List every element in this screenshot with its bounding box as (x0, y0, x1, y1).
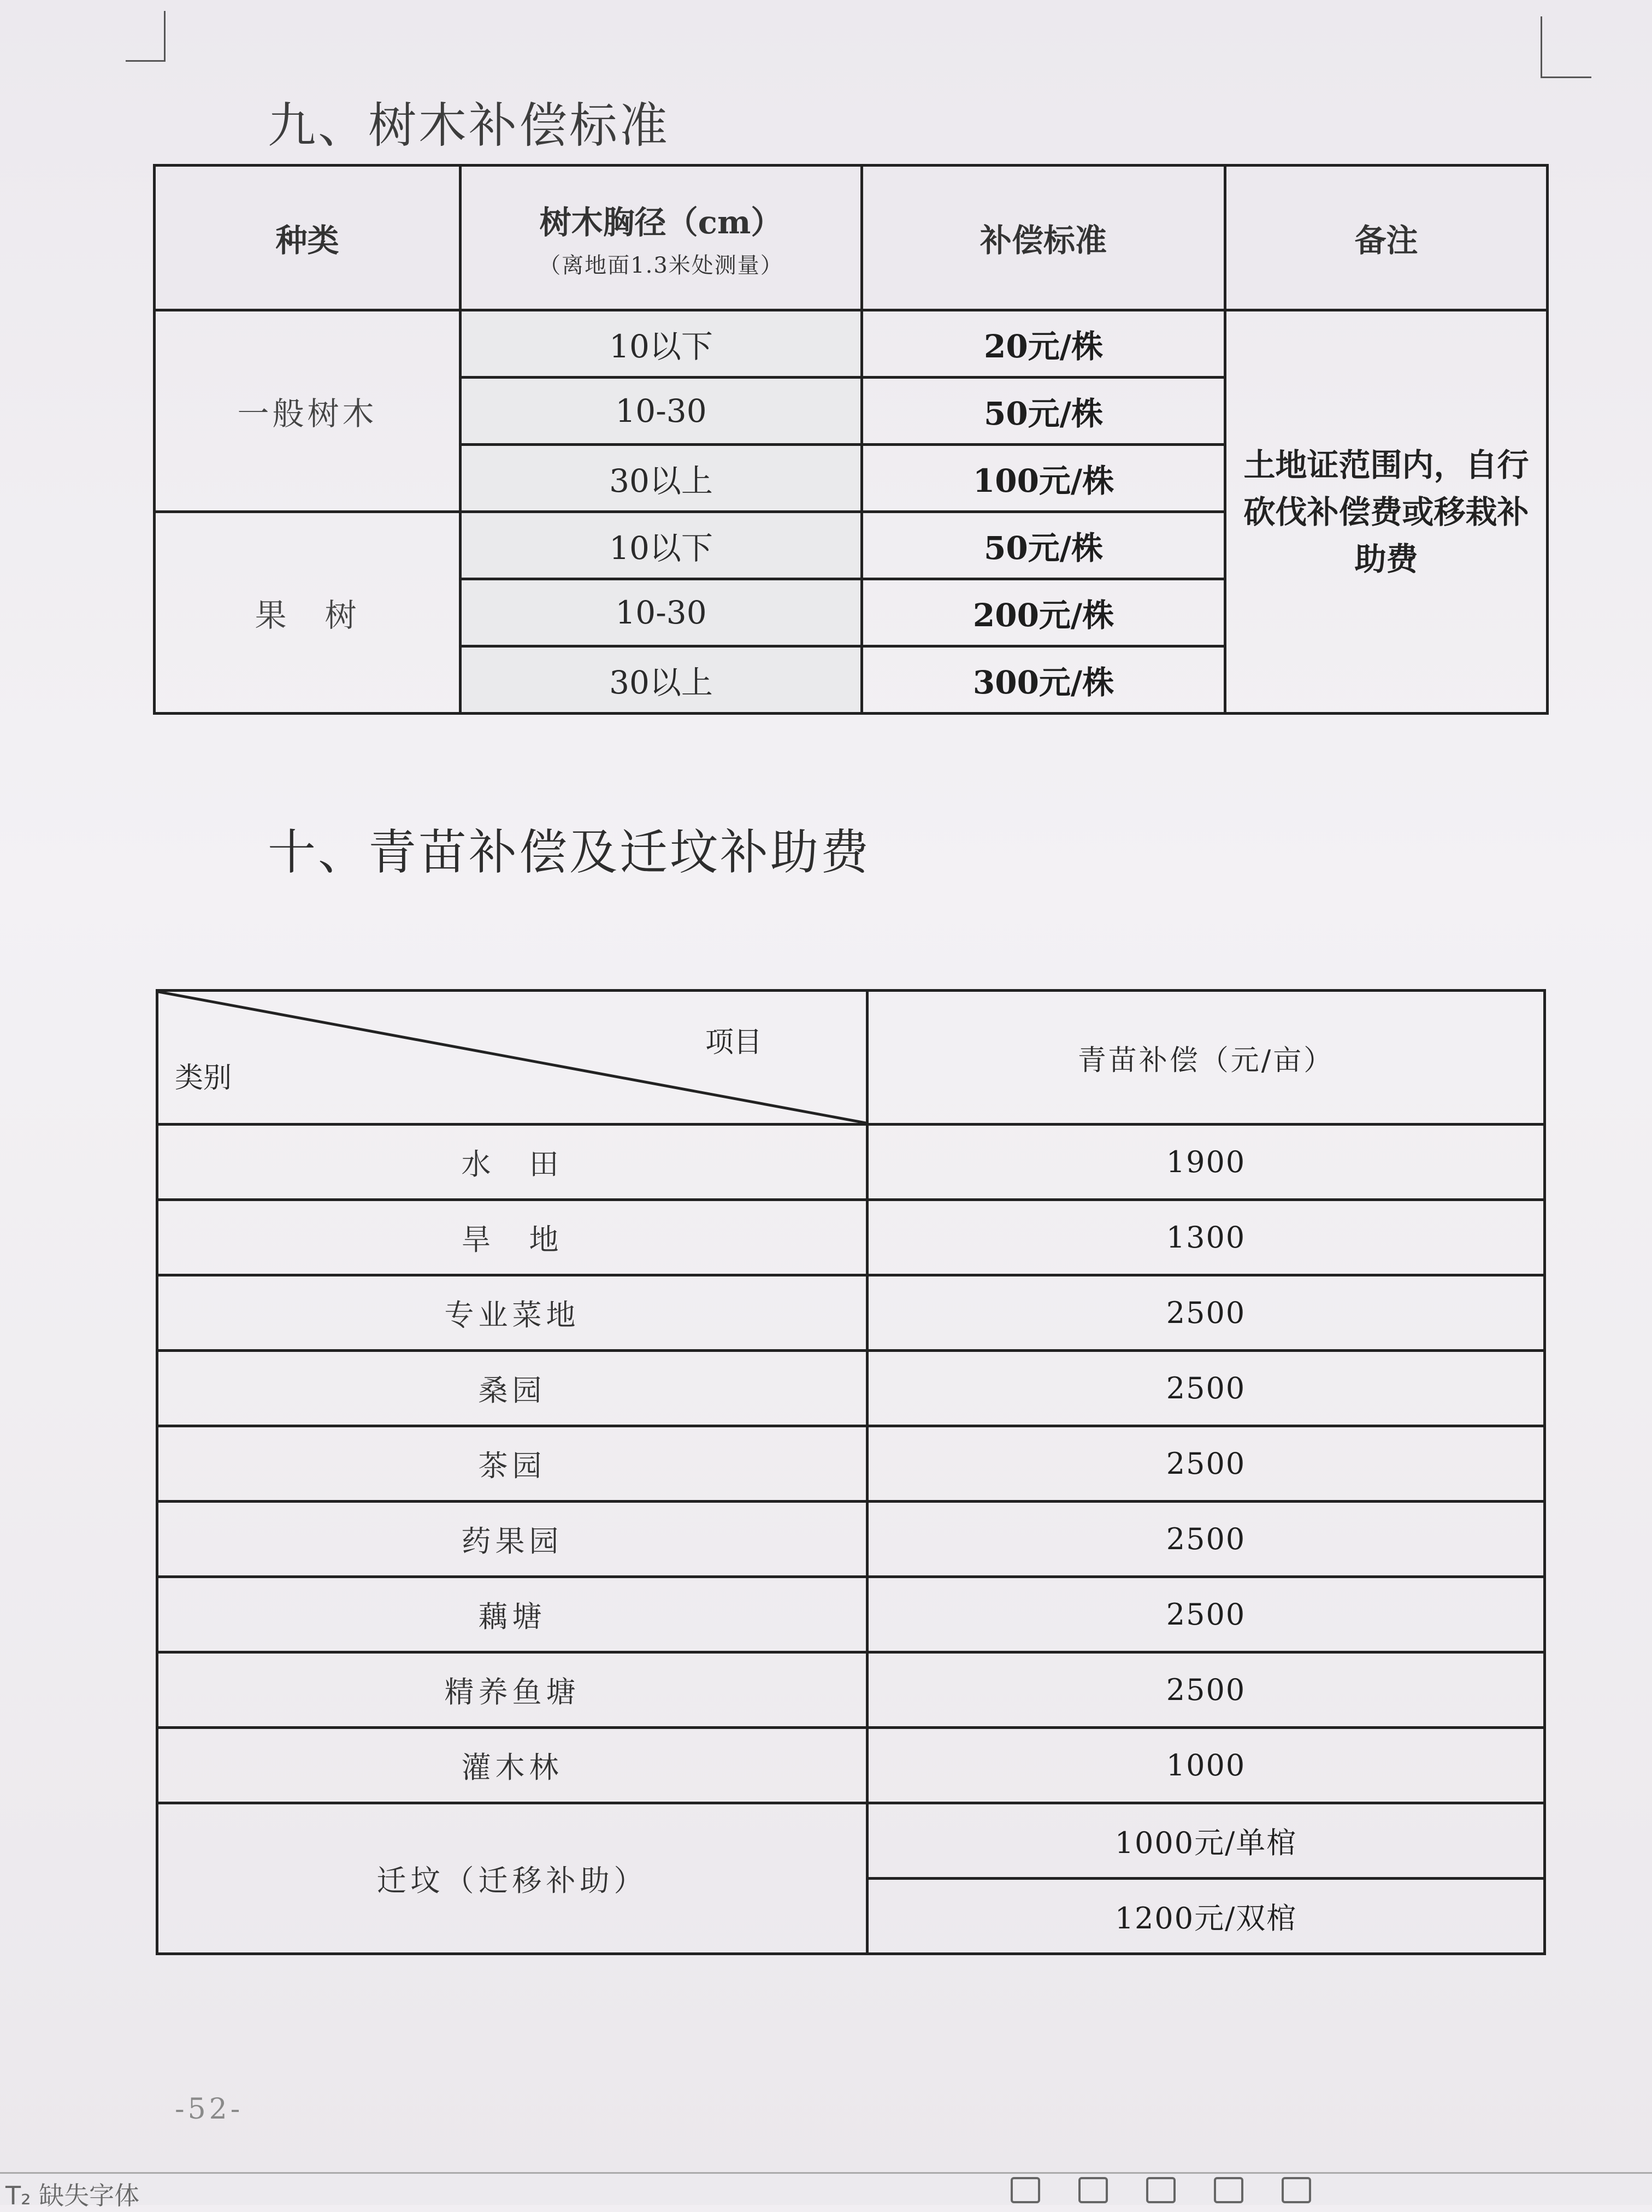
diameter-cell: 30以上 (461, 646, 862, 714)
crop-name: 精养鱼塘 (157, 1652, 868, 1728)
standard-cell: 20元/株 (862, 310, 1225, 378)
table-row (157, 1577, 1545, 1652)
standard-cell: 50元/株 (862, 512, 1225, 579)
toolbar-icons (1011, 2177, 1311, 2203)
list-icon[interactable] (1078, 2177, 1108, 2203)
table-row (157, 1125, 1545, 1200)
table-row (157, 1502, 1545, 1577)
category-fruit-trees: 果 树 (155, 512, 461, 714)
table-row (157, 1426, 1545, 1502)
crop-value: 2500 (868, 1275, 1545, 1351)
table-row (157, 1728, 1545, 1803)
view-icon[interactable] (1011, 2177, 1040, 2203)
diameter-cell: 10以下 (461, 512, 862, 579)
crop-name: 水 田 (157, 1125, 868, 1200)
header-diameter (461, 166, 862, 310)
grave-double-value: 1200元/双棺 (868, 1879, 1545, 1954)
remark-cell: 土地证范围内，自行砍伐补偿费或移栽补助费 (1225, 310, 1548, 714)
crop-value: 2500 (868, 1426, 1545, 1502)
crop-value: 2500 (868, 1502, 1545, 1577)
standard-cell: 100元/株 (862, 445, 1225, 512)
crop-value: 2500 (868, 1577, 1545, 1652)
crop-mark-top-left (126, 11, 166, 62)
crop-name: 灌木林 (157, 1728, 868, 1803)
crop-mark-top-right (1541, 16, 1591, 78)
table-header-row (157, 991, 1545, 1125)
standard-cell: 50元/株 (862, 378, 1225, 445)
header-category: 类别 (175, 1062, 232, 1095)
crop-compensation-table (156, 989, 1546, 1955)
header-value: 青苗补偿（元/亩） (868, 991, 1545, 1125)
table-row (157, 1275, 1545, 1351)
crop-value: 1000 (868, 1728, 1545, 1803)
tree-compensation-table (153, 164, 1549, 715)
standard-cell: 200元/株 (862, 579, 1225, 646)
diameter-cell: 10-30 (461, 579, 862, 646)
crop-name: 茶园 (157, 1426, 868, 1502)
diagonal-header-cell (157, 991, 868, 1125)
table-row (157, 1803, 1545, 1879)
diameter-cell: 10-30 (461, 378, 862, 445)
diameter-cell: 30以上 (461, 445, 862, 512)
table-row (157, 1200, 1545, 1275)
crop-value: 1900 (868, 1125, 1545, 1200)
crop-name: 专业菜地 (157, 1275, 868, 1351)
crop-name: 桑园 (157, 1351, 868, 1426)
table-row (157, 1351, 1545, 1426)
header-diameter-label: 树木胸径（cm） (539, 203, 783, 241)
page-number: -52- (175, 2093, 244, 2126)
section-10-title: 十、青苗补偿及迁坟补助费 (268, 824, 871, 880)
header-diameter-note: （离地面1.3米处测量） (539, 252, 783, 278)
globe-icon[interactable] (1214, 2177, 1243, 2203)
table-header-row (155, 166, 1548, 310)
header-item: 项目 (705, 1026, 762, 1059)
crop-name: 旱 地 (157, 1200, 868, 1275)
section-9-title: 九、树木补偿标准 (268, 97, 670, 154)
table-row (155, 310, 1548, 378)
standard-cell: 300元/株 (862, 646, 1225, 714)
grave-name: 迁坟（迁移补助） (157, 1803, 868, 1954)
header-remark: 备注 (1225, 166, 1548, 310)
edit-icon[interactable] (1282, 2177, 1311, 2203)
bottom-toolbar (0, 2172, 1652, 2210)
grid-icon[interactable] (1146, 2177, 1176, 2203)
crop-name: 藕塘 (157, 1577, 868, 1652)
header-standard: 补偿标准 (862, 166, 1225, 310)
crop-value: 2500 (868, 1652, 1545, 1728)
table-row (157, 1652, 1545, 1728)
missing-font-label[interactable]: T₂ 缺失字体 (5, 2181, 140, 2210)
diameter-cell: 10以下 (461, 310, 862, 378)
crop-name: 药果园 (157, 1502, 868, 1577)
crop-value: 1300 (868, 1200, 1545, 1275)
grave-single-value: 1000元/单棺 (868, 1803, 1545, 1879)
crop-value: 2500 (868, 1351, 1545, 1426)
header-type: 种类 (155, 166, 461, 310)
category-general-trees: 一般树木 (155, 310, 461, 512)
